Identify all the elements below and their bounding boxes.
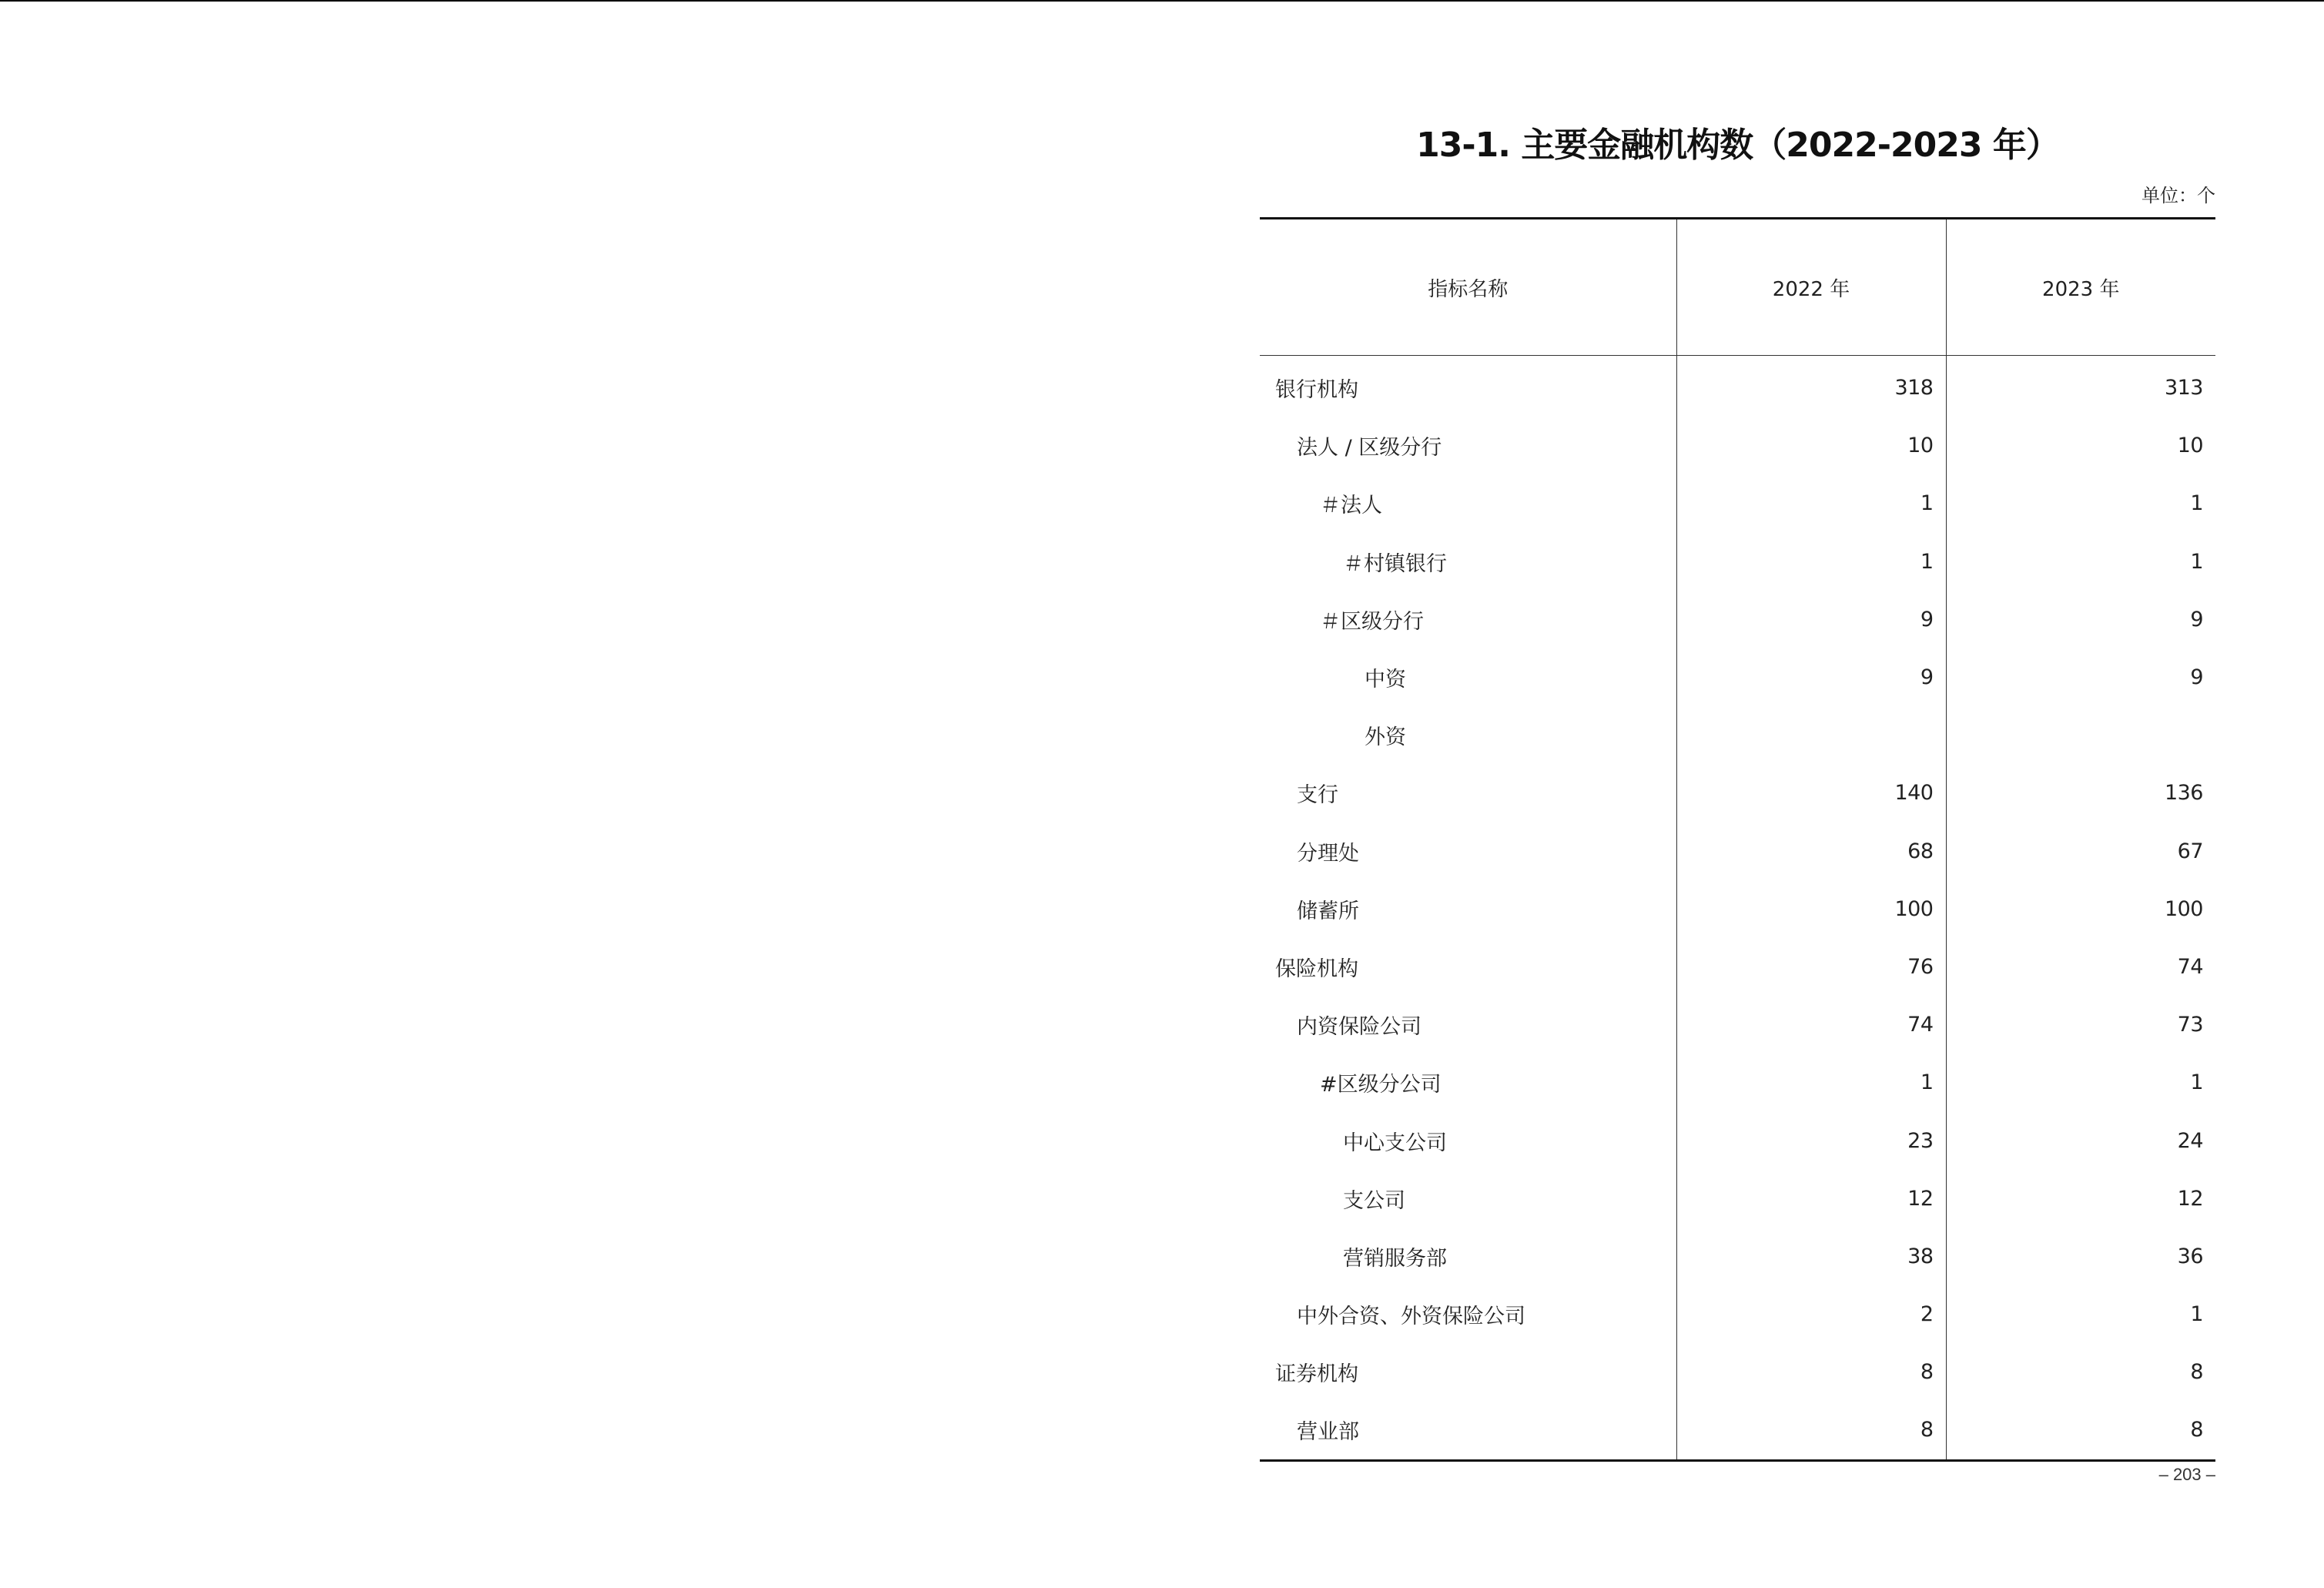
table-row <box>1260 822 2215 880</box>
table-row <box>1260 533 2215 591</box>
table-row <box>1260 1054 2215 1111</box>
row-value-2023: 74 <box>1946 938 2215 996</box>
row-value-2022: 8 <box>1676 1343 1946 1401</box>
row-value-2023: 1 <box>1946 1054 2215 1111</box>
row-indicator-name: 支行 <box>1297 783 1338 808</box>
row-value-2022: 74 <box>1676 996 1946 1054</box>
row-indicator-name: ＃法人 <box>1320 494 1382 518</box>
row-value-2023: 73 <box>1946 996 2215 1054</box>
row-value-2023: 1 <box>1946 474 2215 532</box>
row-value-2022: 23 <box>1676 1111 1946 1169</box>
row-value-2023: 8 <box>1946 1343 2215 1401</box>
row-value-2023: 136 <box>1946 764 2215 822</box>
row-indicator-name: 中外合资、外资保险公司 <box>1297 1305 1525 1329</box>
row-indicator-name: 证券机构 <box>1275 1362 1358 1387</box>
row-value-2023: 1 <box>1946 1285 2215 1343</box>
table-row <box>1260 356 2215 417</box>
row-value-2023: 8 <box>1946 1401 2215 1460</box>
row-indicator-name: 营业部 <box>1260 1401 1676 1460</box>
table-row <box>1260 1285 2215 1343</box>
row-value-2023: 24 <box>1946 1111 2215 1169</box>
row-value-2023: 9 <box>1946 648 2215 706</box>
row-value-2022: 1 <box>1676 1054 1946 1111</box>
row-value-2022: 2 <box>1676 1285 1946 1343</box>
row-value-2022: 76 <box>1676 938 1946 996</box>
table-header-row <box>1260 219 2215 356</box>
row-indicator-name: 法人 / 区级分行 <box>1297 436 1442 461</box>
row-value-2022 <box>1676 706 1946 764</box>
table-row <box>1260 938 2215 996</box>
row-indicator-name: 银行机构 <box>1275 378 1358 403</box>
row-indicator-name: 内资保险公司 <box>1297 1015 1422 1040</box>
table-row <box>1260 1170 2215 1228</box>
table-row <box>1260 880 2215 938</box>
row-value-2023: 1 <box>1946 533 2215 591</box>
table-row <box>1260 648 2215 706</box>
table-row <box>1260 1343 2215 1401</box>
row-value-2023 <box>1946 706 2215 764</box>
row-value-2022: 38 <box>1676 1228 1946 1285</box>
table-body <box>1260 356 2215 1461</box>
row-value-2022: 9 <box>1676 648 1946 706</box>
row-value-2023: 313 <box>1946 356 2215 417</box>
row-value-2022: 9 <box>1676 591 1946 648</box>
table-row <box>1260 417 2215 474</box>
row-indicator-name: ＃村镇银行 <box>1343 551 1447 576</box>
row-indicator-name: 中资 <box>1365 668 1406 692</box>
top-border-line <box>0 0 2324 2</box>
header-year-2022: 2022 年 <box>1676 219 1946 356</box>
table-row <box>1260 474 2215 532</box>
table-row <box>1260 706 2215 764</box>
table-row <box>1260 996 2215 1054</box>
row-indicator-name: ＃区级分行 <box>1320 609 1424 634</box>
row-indicator-name: 营销服务部 <box>1343 1246 1447 1271</box>
page-number: – 203 – <box>2158 1465 2215 1484</box>
unit-label: 单位：个 <box>2141 185 2215 206</box>
row-indicator-name: 分理处 <box>1297 841 1359 866</box>
header-indicator-name: 指标名称 <box>1260 219 1676 356</box>
row-value-2022: 100 <box>1676 880 1946 938</box>
row-value-2023: 36 <box>1946 1228 2215 1285</box>
table-row <box>1260 1401 2215 1460</box>
row-indicator-name: 支公司 <box>1343 1188 1405 1213</box>
row-indicator-name: 储蓄所 <box>1297 899 1359 923</box>
row-indicator-name: 外资 <box>1365 725 1406 750</box>
row-value-2022: 140 <box>1676 764 1946 822</box>
table-row <box>1260 764 2215 822</box>
row-value-2023: 100 <box>1946 880 2215 938</box>
row-value-2023: 10 <box>1946 417 2215 474</box>
table-title: 13-1. 主要金融机构数（2022-2023 年） <box>1416 126 2059 165</box>
table-row <box>1260 1111 2215 1169</box>
row-value-2022: 318 <box>1676 356 1946 417</box>
table-row <box>1260 1228 2215 1285</box>
row-indicator-name: #区级分公司 <box>1320 1073 1442 1097</box>
row-value-2022: 1 <box>1676 533 1946 591</box>
row-indicator-name: 中心支公司 <box>1343 1131 1447 1155</box>
row-value-2022: 8 <box>1676 1401 1946 1460</box>
table-row <box>1260 591 2215 648</box>
row-value-2023: 67 <box>1946 822 2215 880</box>
row-value-2023: 9 <box>1946 591 2215 648</box>
row-value-2023: 12 <box>1946 1170 2215 1228</box>
row-value-2022: 10 <box>1676 417 1946 474</box>
header-year-2023: 2023 年 <box>1946 219 2215 356</box>
row-indicator-name: 保险机构 <box>1275 956 1358 981</box>
row-value-2022: 12 <box>1676 1170 1946 1228</box>
financial-institutions-table <box>1260 217 2215 1462</box>
row-value-2022: 68 <box>1676 822 1946 880</box>
row-value-2022: 1 <box>1676 474 1946 532</box>
